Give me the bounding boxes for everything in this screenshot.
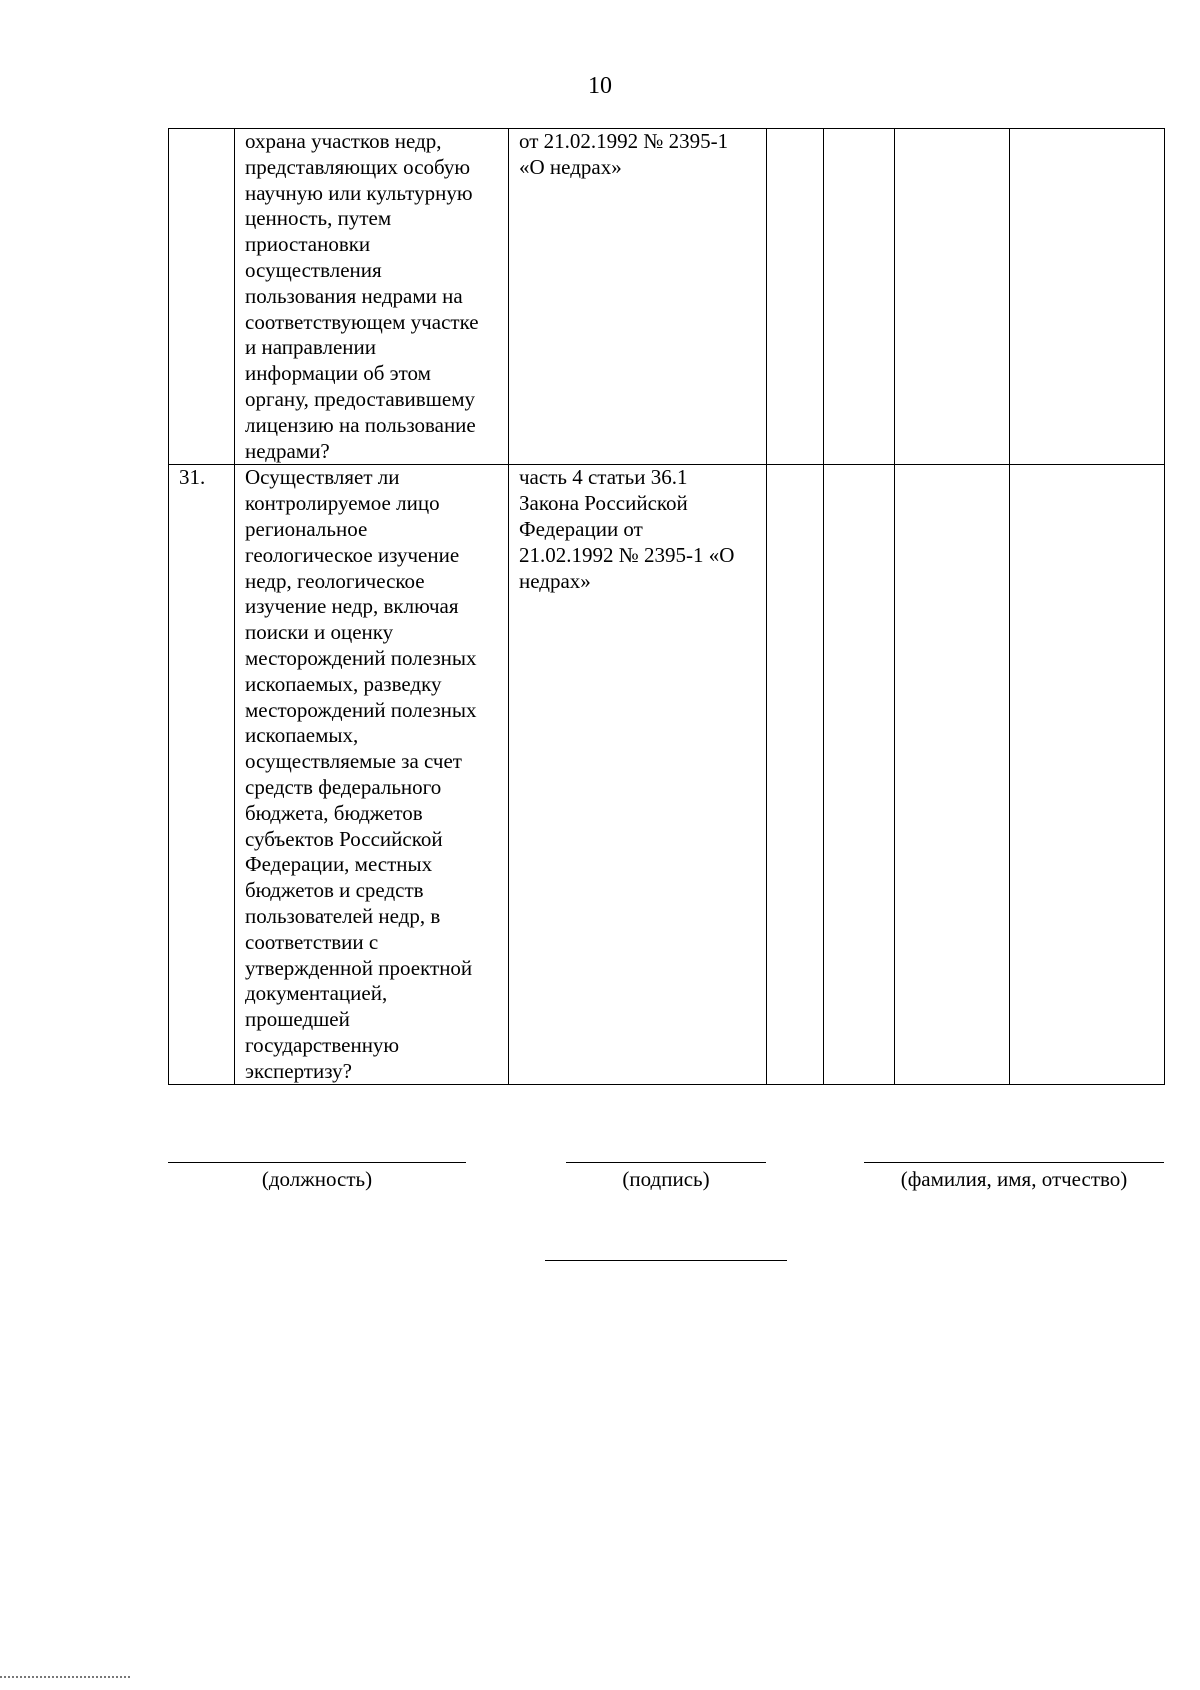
- signature-label: (подпись): [622, 1167, 710, 1191]
- position-label: (должность): [261, 1167, 373, 1191]
- note-cell[interactable]: [1010, 465, 1165, 1085]
- answer-na-cell[interactable]: [895, 129, 1010, 465]
- answer-no-cell[interactable]: [824, 129, 895, 465]
- reference-cell: [509, 129, 767, 465]
- signature-line: [566, 1162, 766, 1163]
- reference-cell: [509, 465, 767, 1085]
- requirement-text: Осуществляет ли контролируемое лицо региональное геологическое изучение недр, геологическое изучение недр, включая поиски и оценку месторождений полезных ископаемых, разведку месторождений полезных ископаемых, осуществляемые за счет средств федерального бюджета, бюджетов субъектов Российской Федерации, местных бюджетов и средств пользователей недр, в соответствии с утвержденной проектной документацией, прошедшей государственную экспертизу?: [245, 465, 477, 1083]
- answer-na-cell[interactable]: [895, 465, 1010, 1085]
- answer-yes-cell[interactable]: [767, 465, 824, 1085]
- reference-text: часть 4 статьи 36.1 Закона Российской Федерации от 21.02.1992 № 2395-1 «О недрах»: [519, 465, 735, 593]
- reference-text: от 21.02.1992 № 2395-1 «О недрах»: [519, 129, 729, 179]
- table-row: [169, 129, 1165, 465]
- position-line: [168, 1162, 466, 1163]
- answer-yes-cell[interactable]: [767, 129, 824, 465]
- name-label: (фамилия, имя, отчество): [900, 1167, 1128, 1191]
- row-number-cell: [169, 129, 235, 465]
- name-line: [864, 1162, 1164, 1163]
- table-row: [169, 465, 1165, 1085]
- page-number: 10: [588, 73, 612, 99]
- requirement-cell: [235, 465, 509, 1085]
- date-line: [545, 1260, 787, 1261]
- requirement-text: охрана участков недр, представляющих особую научную или культурную ценность, путем приостановки осуществления пользования недрами на соответствующем участке и направлении информации об этом органу, предоставившему лицензию на пользование недрами?: [245, 129, 479, 463]
- scan-artifact: [0, 1676, 130, 1682]
- requirement-cell: [235, 129, 509, 465]
- answer-no-cell[interactable]: [824, 465, 895, 1085]
- row-number-cell: 31.: [169, 465, 235, 1085]
- note-cell[interactable]: [1010, 129, 1165, 465]
- checklist-table: [168, 128, 1165, 1085]
